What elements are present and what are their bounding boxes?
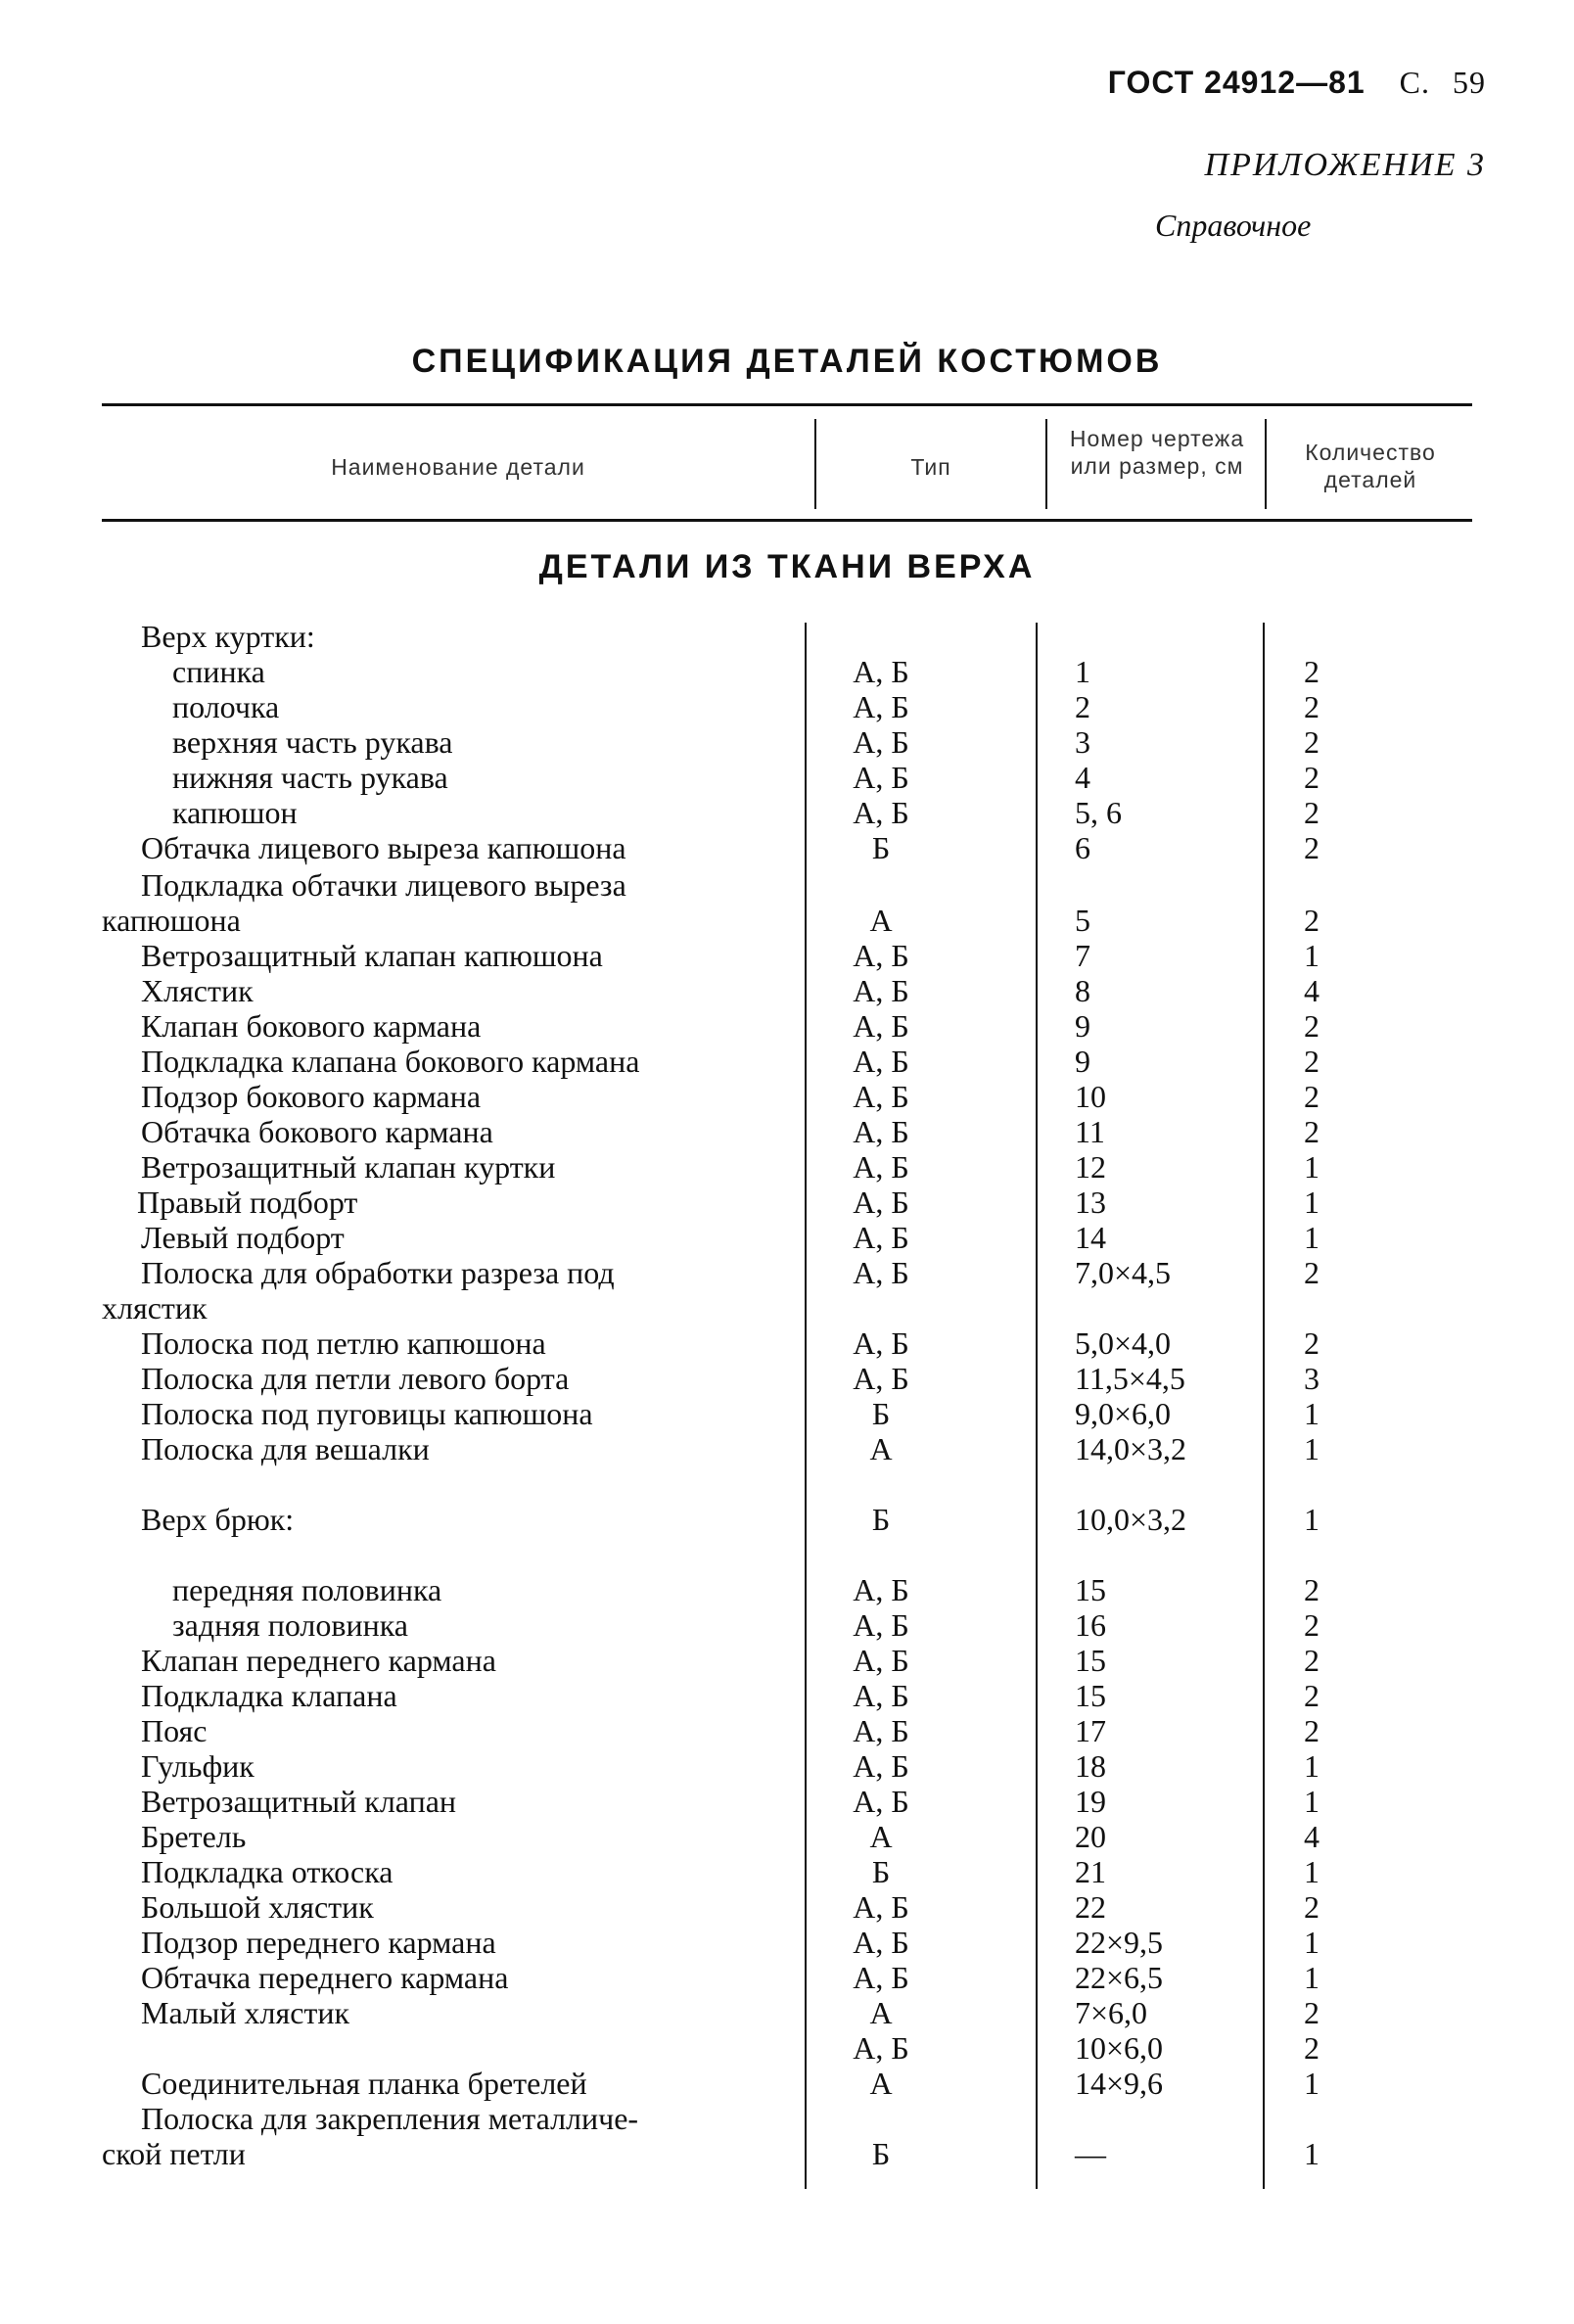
row-type: А, Б [853,1925,909,1960]
row-name: спинка [172,654,265,689]
page-number: 59 [1453,65,1486,100]
row-number: 13 [1075,1185,1106,1220]
row-quantity: 2 [1304,689,1319,724]
row-type: А, Б [853,760,909,795]
row-name: верхняя часть рукава [172,724,453,760]
row-type: А [869,1819,893,1854]
row-quantity: 1 [1304,2066,1319,2101]
table-row [0,1960,1574,1995]
row-number: 5, 6 [1075,795,1122,830]
table-row [0,1854,1574,1889]
table-row [0,1185,1574,1220]
row-type: А, Б [853,689,909,724]
row-name: Полоска для вешалки [141,1431,430,1466]
table-row [0,2066,1574,2101]
table-row [0,1995,1574,2030]
column-header-number: Номер чертежа или размер, см [1069,426,1245,479]
column-header-name: Наименование детали [331,454,585,480]
row-quantity: 2 [1304,1643,1319,1678]
table-row [0,903,1574,938]
row-number: 3 [1075,724,1090,760]
table-row [0,795,1574,830]
table-row [0,830,1574,865]
row-number: 9 [1075,1008,1090,1044]
row-quantity: 1 [1304,1149,1319,1185]
table-row [0,1325,1574,1361]
table-row [0,1713,1574,1748]
row-number: 1 [1075,654,1090,689]
row-number: 14 [1075,1220,1106,1255]
table-row [0,1220,1574,1255]
row-number: 10×6,0 [1075,2030,1164,2066]
row-quantity: 1 [1304,2136,1319,2171]
row-name: задняя половинка [172,1607,408,1643]
row-name: Пояс [141,1713,208,1748]
column-header-type: Тип [910,454,951,480]
row-number: 15 [1075,1643,1106,1678]
appendix-title: ПРИЛОЖЕНИЕ 3 [1204,147,1486,183]
row-type: Б [871,2136,891,2171]
row-quantity: 2 [1304,1008,1319,1044]
table-row [0,1361,1574,1396]
table-row [0,689,1574,724]
page-label: С. [1399,65,1430,100]
table-row [0,654,1574,689]
row-type: А, Б [853,2030,909,2066]
row-type: А [869,903,893,938]
table-row [0,1607,1574,1643]
row-name: Левый подборт [141,1220,345,1255]
row-quantity: 2 [1304,1114,1319,1149]
row-number: 22 [1075,1889,1106,1925]
row-type: А [869,1995,893,2030]
row-name: Хлястик [141,973,254,1008]
row-number: 8 [1075,973,1090,1008]
row-name: Правый подборт [137,1185,358,1220]
row-quantity: 2 [1304,2030,1319,2066]
row-quantity: 2 [1304,795,1319,830]
row-name: капюшон [172,795,298,830]
row-type: А, Б [853,973,909,1008]
row-quantity: 1 [1304,1502,1319,1537]
row-number: 9,0×6,0 [1075,1396,1172,1431]
row-name: Верх куртки: [141,619,315,654]
row-name: Полоска под пуговицы капюшона [141,1396,593,1431]
row-quantity: 1 [1304,1925,1319,1960]
row-name: Подкладка обтачки лицевого выреза [141,867,626,903]
table-row [0,2136,1574,2171]
table-row [0,1255,1574,1290]
row-name: Полоска для петли левого борта [141,1361,570,1396]
row-type: А, Б [853,1960,909,1995]
row-name: Полоска под петлю капюшона [141,1325,546,1361]
row-type: А, Б [853,654,909,689]
table-row [0,938,1574,973]
row-name: Подзор переднего кармана [141,1925,496,1960]
row-type: А, Б [853,1185,909,1220]
table-row [0,1149,1574,1185]
row-quantity: 1 [1304,1854,1319,1889]
row-type: А, Б [853,1325,909,1361]
row-name: полочка [172,689,280,724]
row-name: Клапан бокового кармана [141,1008,482,1044]
table-row [0,1889,1574,1925]
row-name: Гульфик [141,1748,255,1784]
row-quantity: 2 [1304,830,1319,865]
table-row [0,1431,1574,1466]
table-row [0,1502,1574,1537]
row-number: 10,0×3,2 [1075,1502,1187,1537]
row-type: А, Б [853,1044,909,1079]
row-number: 18 [1075,1748,1106,1784]
table-row [0,1572,1574,1607]
row-type: А, Б [853,1784,909,1819]
row-number: 22×9,5 [1075,1925,1164,1960]
row-type: А, Б [853,1889,909,1925]
table-row [0,1044,1574,1079]
row-number: 15 [1075,1678,1106,1713]
row-number: 11,5×4,5 [1075,1361,1185,1396]
row-quantity: 1 [1304,1784,1319,1819]
table-row [0,1396,1574,1431]
row-type: Б [871,1502,891,1537]
row-quantity: 2 [1304,1044,1319,1079]
row-quantity: 1 [1304,1220,1319,1255]
row-number: 20 [1075,1819,1106,1854]
row-number: 10 [1075,1079,1106,1114]
row-type: А, Б [853,1607,909,1643]
row-type: А [869,2066,893,2101]
row-quantity: 1 [1304,1960,1319,1995]
row-number: 15 [1075,1572,1106,1607]
row-name: Подкладка клапана бокового кармана [141,1044,640,1079]
document-title: СПЕЦИФИКАЦИЯ ДЕТАЛЕЙ КОСТЮМОВ [411,343,1163,380]
row-name: Малый хлястик [141,1995,350,2030]
row-name: нижняя часть рукава [172,760,448,795]
row-number: 22×6,5 [1075,1960,1164,1995]
row-type: А, Б [853,1114,909,1149]
row-type: А, Б [853,1361,909,1396]
row-name: Ветрозащитный клапан [141,1784,457,1819]
row-number: 2 [1075,689,1090,724]
row-quantity: 1 [1304,1396,1319,1431]
row-quantity: 2 [1304,1079,1319,1114]
row-name: Подкладка клапана [141,1678,397,1713]
row-quantity: 2 [1304,654,1319,689]
row-quantity: 2 [1304,1572,1319,1607]
row-type: Б [871,830,891,865]
row-type: А, Б [853,1713,909,1748]
row-name: Полоска для закрепления металличе- [141,2101,639,2136]
table-row [0,973,1574,1008]
row-quantity: 4 [1304,973,1319,1008]
table-row [0,1079,1574,1114]
table-row [0,1819,1574,1854]
row-type: А, Б [853,1678,909,1713]
table-row [0,1748,1574,1784]
row-name: Соединительная планка бретелей [141,2066,587,2101]
row-type: А, Б [853,938,909,973]
row-type: А, Б [853,1643,909,1678]
row-name: Ветрозащитный клапан куртки [141,1149,556,1185]
row-quantity: 1 [1304,1185,1319,1220]
row-number: 7×6,0 [1075,1995,1148,2030]
row-name: передняя половинка [172,1572,442,1607]
table-row [0,1678,1574,1713]
row-name: Клапан переднего кармана [141,1643,496,1678]
row-number: 12 [1075,1149,1106,1185]
row-number: 19 [1075,1784,1106,1819]
row-number: 14,0×3,2 [1075,1431,1187,1466]
row-name: Обтачка переднего кармана [141,1960,509,1995]
row-number: 6 [1075,830,1090,865]
table-row [0,760,1574,795]
table-row [0,1114,1574,1149]
row-number: 14×9,6 [1075,2066,1164,2101]
row-quantity: 2 [1304,1995,1319,2030]
row-type: А, Б [853,1008,909,1044]
table-row [0,724,1574,760]
appendix-subtitle: Справочное [1155,208,1312,243]
row-name: Ветрозащитный клапан капюшона [141,938,603,973]
row-name: Большой хлястик [141,1889,374,1925]
row-type: Б [871,1396,891,1431]
row-number: 5 [1075,903,1090,938]
table-row [0,1008,1574,1044]
row-quantity: 3 [1304,1361,1319,1396]
table-row [0,619,1574,654]
row-number: 7 [1075,938,1090,973]
row-quantity: 2 [1304,1678,1319,1713]
row-quantity: 1 [1304,1748,1319,1784]
row-quantity: 2 [1304,724,1319,760]
row-number: 7,0×4,5 [1075,1255,1172,1290]
table-row [0,1925,1574,1960]
row-name: Верх брюк: [141,1502,295,1537]
table-row [0,1643,1574,1678]
table-row [0,2030,1574,2066]
row-quantity: 1 [1304,938,1319,973]
row-number: 21 [1075,1854,1106,1889]
row-type: А [869,1431,893,1466]
table-row [0,867,1574,903]
row-number: 4 [1075,760,1090,795]
row-name: капюшона [102,903,241,938]
row-number: 16 [1075,1607,1106,1643]
row-quantity: 2 [1304,903,1319,938]
row-number: — [1075,2136,1106,2171]
row-name: Подкладка откоска [141,1854,394,1889]
row-name: Обтачка лицевого выреза капюшона [141,830,626,865]
row-number: 17 [1075,1713,1106,1748]
row-name: хлястик [102,1290,208,1325]
row-name: ской петли [102,2136,246,2171]
standard-number: ГОСТ 24912—81 [1107,65,1366,100]
row-type: А, Б [853,1149,909,1185]
row-name: Бретель [141,1819,247,1854]
row-type: А, Б [853,1220,909,1255]
row-quantity: 2 [1304,1607,1319,1643]
row-name: Полоска для обработки разреза под [141,1255,615,1290]
table-row [0,1784,1574,1819]
row-quantity: 1 [1304,1431,1319,1466]
table-row [0,1290,1574,1325]
row-type: А, Б [853,1572,909,1607]
row-quantity: 2 [1304,1325,1319,1361]
row-name: Подзор бокового кармана [141,1079,482,1114]
row-number: 9 [1075,1044,1090,1079]
row-number: 11 [1075,1114,1105,1149]
row-type: А, Б [853,1748,909,1784]
row-number: 5,0×4,0 [1075,1325,1172,1361]
row-quantity: 2 [1304,1713,1319,1748]
row-quantity: 2 [1304,1255,1319,1290]
row-type: А, Б [853,1255,909,1290]
row-quantity: 2 [1304,1889,1319,1925]
row-type: Б [871,1854,891,1889]
row-quantity: 2 [1304,760,1319,795]
row-type: А, Б [853,1079,909,1114]
column-header-quantity: Количество деталей [1305,440,1436,492]
row-type: А, Б [853,724,909,760]
row-quantity: 4 [1304,1819,1319,1854]
table-row [0,2101,1574,2136]
section-title: ДЕТАЛИ ИЗ ТКАНИ ВЕРХА [538,548,1036,585]
row-name: Обтачка бокового кармана [141,1114,493,1149]
row-type: А, Б [853,795,909,830]
